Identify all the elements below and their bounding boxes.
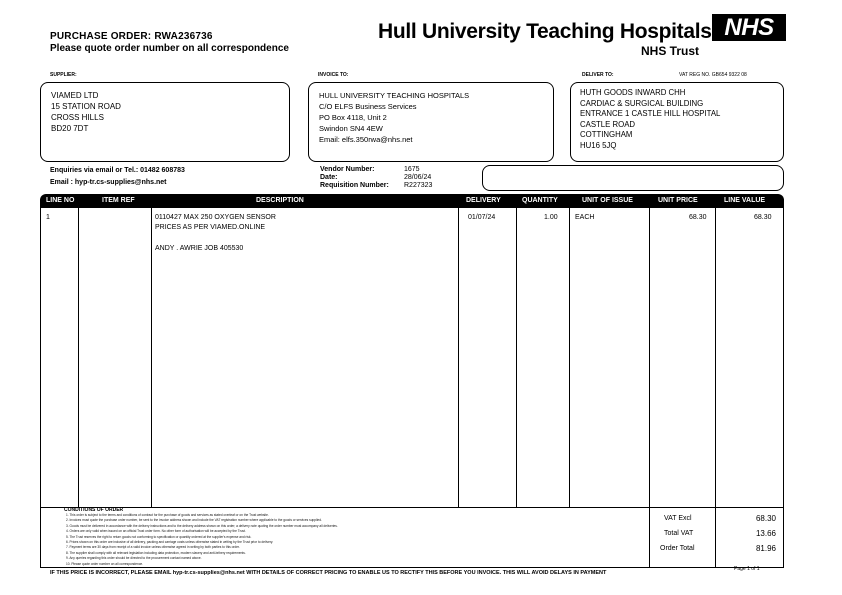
supplier-box — [40, 82, 290, 162]
purchase-order-title: PURCHASE ORDER: RWA236736 — [50, 31, 213, 42]
row-unit-price: 68.30 — [689, 214, 707, 221]
invoice-to-label: INVOICE TO: — [318, 72, 349, 78]
deliver-to-label: DELIVER TO: — [582, 72, 614, 78]
date-label: Date: — [320, 174, 338, 181]
conditions-title: CONDITIONS OF ORDER — [64, 507, 124, 513]
vat-excl-label: VAT Excl — [664, 515, 692, 522]
vat-reg-number: VAT REG NO. GB654 9322 08 — [679, 72, 747, 78]
trust-name: Hull University Teaching Hospitals — [378, 20, 712, 43]
row-quantity: 1.00 — [544, 214, 558, 221]
condition-line: 2. Invoices must quote the purchase order number, be sent to the invoice address shown and include the VAT registration number where applicable to the goods or services supplied. — [66, 518, 322, 523]
total-vat-label: Total VAT — [664, 530, 694, 537]
supplier-address: VIAMED LTD 15 STATION ROAD CROSS HILLS BD20 7DT — [51, 91, 121, 133]
condition-line: 3. Goods must be delivered in accordance with the delivery instructions and to the delivery address shown on this order; a delivery note quoting the order number must accompany all deliveries. — [66, 523, 338, 528]
row-line-value: 68.30 — [754, 214, 772, 221]
supplier-label: SUPPLIER: — [50, 72, 77, 78]
col-quantity: QUANTITY — [522, 197, 558, 204]
deliver-to-box — [570, 82, 784, 162]
col-line-value: LINE VALUE — [724, 197, 766, 204]
deliver-address: HUTH GOODS INWARD CHH CARDIAC & SURGICAL BUILDING ENTRANCE 1 CASTLE HILL HOSPITAL CASTLE ROAD COTTINGHAM HU16 5JQ — [580, 88, 721, 150]
condition-line: 5. The Trust reserves the right to return goods not conforming to specification or quantity ordered at the supplier's expense and risk. — [66, 534, 252, 539]
notes-box — [482, 165, 784, 191]
row-description-3: ANDY . AWRIE JOB 405530 — [155, 245, 244, 252]
invoice-to-box — [308, 82, 554, 162]
enquiries-phone: Enquiries via email or Tel.: 01482 608783 — [50, 167, 185, 174]
col-item-ref: ITEM REF — [102, 197, 135, 204]
condition-line: 10. Please quote order number on all correspondence. — [66, 561, 144, 566]
condition-line: 8. The supplier shall comply with all relevant legislation including data protection, modern slavery and anti-bribery requirements. — [66, 550, 246, 555]
date-value: 28/06/24 — [404, 174, 432, 181]
enquiries-email: Email : hyp-tr.cs-supplies@nhs.net — [50, 179, 167, 186]
col-unit-price: UNIT PRICE — [658, 197, 698, 204]
page-number: Page 1 of 1 — [734, 566, 760, 572]
col-delivery: DELIVERY — [466, 197, 501, 204]
vendor-number-value: 1675 — [404, 166, 420, 173]
order-lines-table — [40, 208, 784, 508]
requisition-number-value: R227323 — [404, 182, 433, 189]
requisition-number-label: Requisition Number: — [320, 182, 389, 189]
invoice-address: HULL UNIVERSITY TEACHING HOSPITALS C/O ELFS Business Services PO Box 4118, Unit 2 Swindon SN4 4EW Email: elfs.350rwa@nhs.net — [319, 91, 470, 144]
condition-line: 1. This order is subject to the terms and conditions of contract for the purchase of goods and services as stated overleaf or on the Trust website. — [66, 513, 269, 517]
condition-line: 9. Any queries regarding this order should be directed to the procurement contact named above. — [66, 556, 202, 561]
quote-order-note: Please quote order number on all correspondence — [50, 43, 289, 54]
table-header — [40, 194, 784, 208]
row-unit-of-issue: EACH — [575, 214, 595, 221]
order-total-label: Order Total — [660, 545, 695, 552]
row-delivery: 01/07/24 — [468, 214, 496, 221]
col-line-no: LINE NO — [46, 197, 75, 204]
row-description-1: 0110427 MAX 250 OXYGEN SENSOR — [155, 214, 276, 221]
conditions-list — [66, 513, 626, 567]
vendor-number-label: Vendor Number: — [320, 166, 375, 173]
nhs-logo: NHS — [712, 14, 786, 41]
trust-subtitle: NHS Trust — [641, 44, 700, 58]
row-line-no: 1 — [46, 214, 50, 221]
total-vat-value: 13.66 — [755, 529, 776, 538]
condition-line: 6. Prices shown on this order are inclusive of all delivery, packing and carriage costs unless otherwise stated in writing by the Trust prior to delivery. — [66, 540, 274, 545]
order-total-value: 81.96 — [755, 544, 776, 553]
row-description-2: PRICES AS PER VIAMED.ONLINE — [155, 224, 266, 231]
condition-line: 7. Payment terms are 30 days from receipt of a valid invoice unless otherwise agreed in writing by both parties to this order. — [66, 545, 240, 550]
pricing-note: IF THIS PRICE IS INCORRECT, PLEASE EMAIL hyp-tr.cs-supplies@nhs.net WITH DETAILS OF CORRECT PRICING TO ENABLE US TO RECTIFY THIS BEFORE YOU INVOICE. THIS WILL AVOID DELAYS IN PAYMENT — [50, 570, 607, 576]
col-unit-of-issue: UNIT OF ISSUE — [582, 197, 633, 204]
vat-excl-value: 68.30 — [755, 514, 776, 523]
condition-line: 4. Orders are only valid when issued on an official Trust order form. No other form of authorisation will be accepted by the Trust. — [66, 529, 246, 534]
col-description: DESCRIPTION — [256, 197, 304, 204]
